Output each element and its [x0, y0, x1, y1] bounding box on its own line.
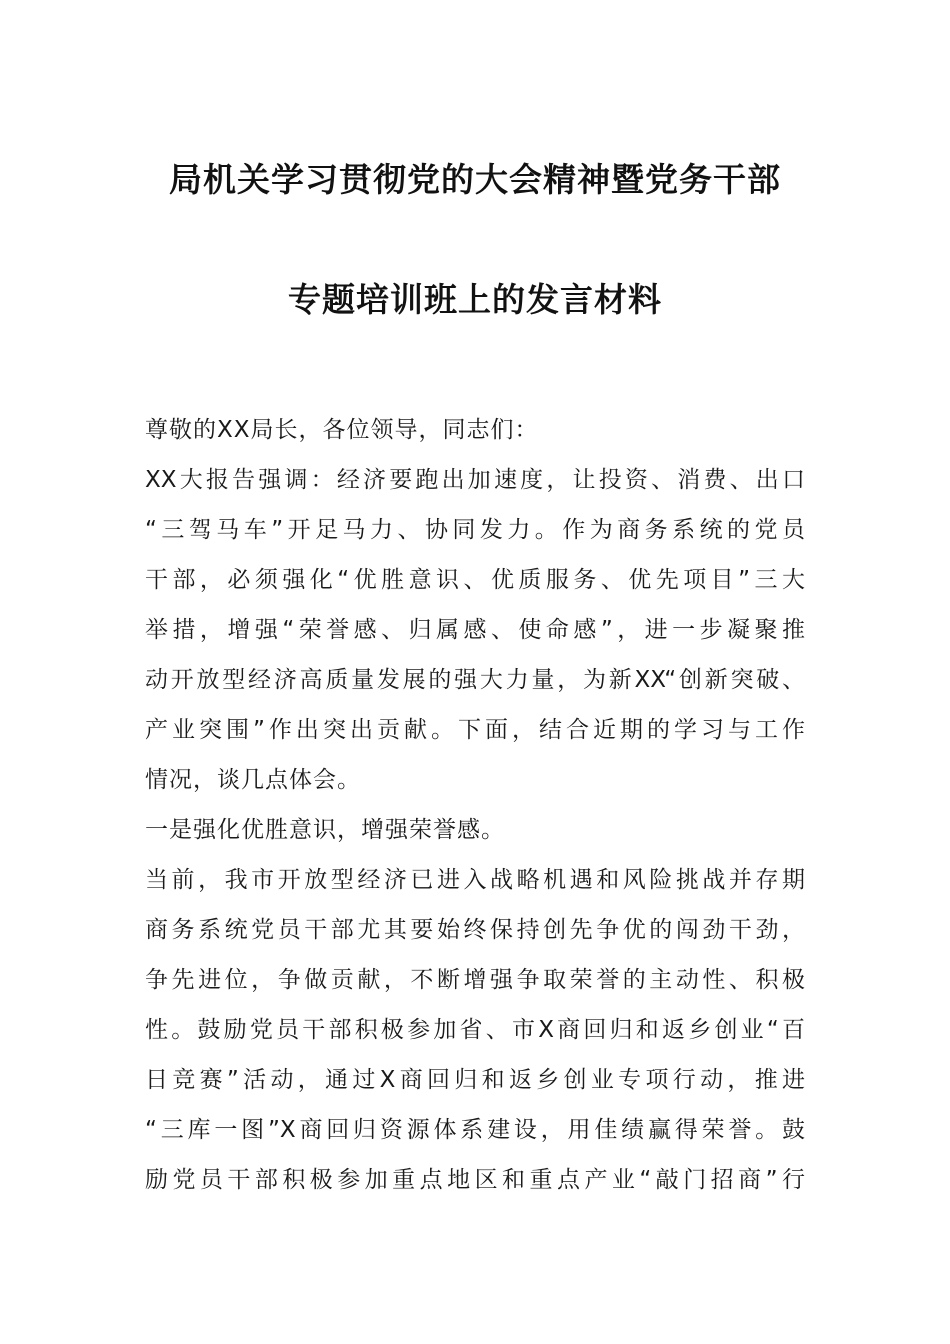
body-line: “三驾马车”开足马力、协同发力。作为商务系统的党员 [145, 517, 805, 543]
body-line: “三库一图”X商回归资源体系建设，用佳绩赢得荣誉。鼓 [145, 1117, 805, 1143]
document-title-line-1: 局机关学习贯彻党的大会精神暨党务干部 [169, 160, 781, 199]
body-line: 情况，谈几点体会。 [145, 767, 361, 793]
body-line: 动开放型经济高质量发展的强大力量，为新XX“创新突破、 [145, 667, 805, 693]
body-line: 当前，我市开放型经济已进入战略机遇和风险挑战并存期 [145, 867, 805, 893]
body-line: 争先进位，争做贡献，不断增强争取荣誉的主动性、积极 [145, 967, 805, 993]
body-line: 性。鼓励党员干部积极参加省、市X商回归和返乡创业“百 [145, 1017, 805, 1043]
body-line: 励党员干部积极参加重点地区和重点产业“敲门招商”行 [145, 1167, 805, 1193]
body-line: 干部，必须强化“优胜意识、优质服务、优先项目”三大 [145, 567, 805, 593]
document-title-line-2: 专题培训班上的发言材料 [288, 280, 662, 319]
body-line: XX大报告强调：经济要跑出加速度，让投资、消费、出口 [145, 467, 805, 493]
body-line: 商务系统党员干部尤其要始终保持创先争优的闯劲干劲， [145, 917, 805, 943]
section-heading: 一是强化优胜意识，增强荣誉感。 [145, 817, 505, 843]
body-line: 日竞赛”活动，通过X商回归和返乡创业专项行动，推进 [145, 1067, 805, 1093]
salutation: 尊敬的XX局长，各位领导，同志们： [145, 417, 539, 443]
body-line: 举措，增强“荣誉感、归属感、使命感”，进一步凝聚推 [145, 617, 805, 643]
body-line: 产业突围”作出突出贡献。下面，结合近期的学习与工作 [145, 717, 805, 743]
